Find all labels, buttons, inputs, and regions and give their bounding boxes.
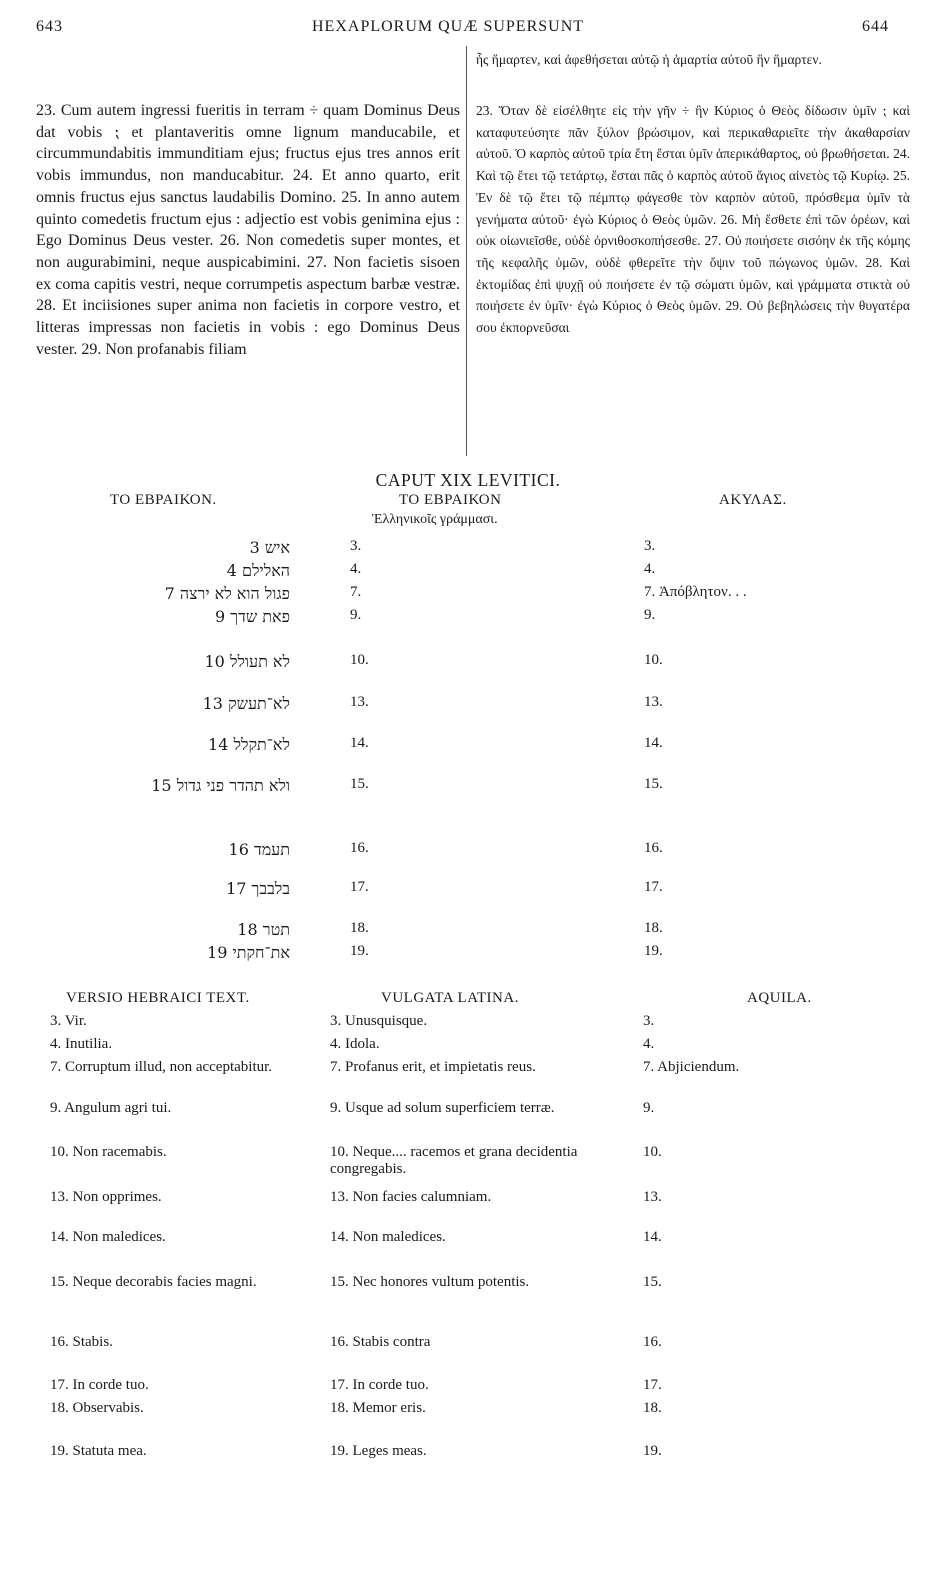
hebrew-word: לא־תקלל — [233, 735, 290, 754]
hebrew-word: ולא תהדר פני גדול — [176, 776, 290, 795]
aquila-cell: 7. Abjiciendum. — [643, 1059, 740, 1075]
greek-entry: 7. — [350, 584, 362, 600]
aquila-cell: 17. — [643, 1377, 662, 1393]
greek-entry: 10. — [350, 652, 369, 668]
greek-continuation: ἧς ἥμαρτεν, καὶ ἀφεθήσεται αὐτῷ ἡ ἁμαρτία αὐτοῦ ἣν ἥμαρτεν. — [476, 52, 822, 67]
table-row — [0, 607, 936, 629]
hebrew-column-header: ΤΟ ΕΒΡΑΙΚΟΝ. — [110, 492, 217, 508]
versio-cell: 19. Statuta mea. — [50, 1443, 147, 1459]
aquila-entry: 17. — [644, 879, 663, 895]
versio-cell: 9. Angulum agri tui. — [50, 1100, 172, 1116]
section-title: CAPUT XIX LEVITICI. — [375, 470, 561, 490]
hebrew-word: האלילם — [242, 561, 290, 580]
verse-number: 7 — [164, 584, 175, 603]
aquila-entry: 3. — [644, 538, 656, 554]
hebrew-word: בלבבך — [251, 879, 290, 898]
versio-cell: 17. In corde tuo. — [50, 1377, 149, 1393]
vulgata-column-header: VULGATA LATINA. — [381, 990, 519, 1006]
aquila-cell: 14. — [643, 1229, 662, 1245]
vulgata-cell: 7. Profanus erit, et impietatis reus. — [330, 1059, 536, 1075]
verse-number: 16 — [228, 840, 249, 859]
versio-cell: 15. Neque decorabis facies magni. — [50, 1274, 257, 1290]
versio-cell: 13. Non opprimes. — [50, 1189, 162, 1205]
hebrew-word: לא־תעשק — [228, 694, 290, 713]
aquila-entry: 16. — [644, 840, 663, 856]
aquila-entry: 4. — [644, 561, 656, 577]
aquila-cell: 3. — [643, 1013, 655, 1029]
hebrew-word: את־חקתי — [232, 943, 290, 962]
versio-column-header: VERSIO HEBRAICI TEXT. — [66, 990, 250, 1006]
table-row — [0, 694, 936, 716]
table-row — [0, 652, 936, 674]
latin-paragraph: 23. Cum autem ingressi fueritis in terram ÷ quam Dominus Deus dat vobis ⁏ et plantaveritis omne lignum manducabile, et circummundabitis immunditiam ejus; fructus ejus tres annos erit vobis immundus, non manducabitur. 24. Et anno quarto, erit omnis fructus ejus sanctus laudabilis Domino. 25. In anno autem quinto comedetis fructum ejus : adjectio est vobis genimina ejus : Ego Dominus Deus vester. 26. Non comedetis super montes, et non augurabimini, neque auspicabimini. 27. Non facietis sisoen ex coma capitis vestri, neque corrumpetis aspectum barbæ vestræ. 28. Et inciisiones super anima non facietis in corpore vestro, et litteras impressas non facietis in vobis : ego Dominus Deus vester. 29. Non profanabis filiam — [36, 102, 460, 358]
vulgata-cell: 13. Non facies calumniam. — [330, 1189, 492, 1205]
verse-number: 13 — [202, 694, 223, 713]
vulgata-cell: 15. Nec honores vultum potentis. — [330, 1274, 530, 1290]
greek-entry: 16. — [350, 840, 369, 856]
verse-number: 19 — [207, 943, 228, 962]
page-number-right: 644 — [862, 18, 889, 35]
hebrew-word: איש — [264, 538, 290, 557]
greek-entry: 18. — [350, 920, 369, 936]
greek-entry: 13. — [350, 694, 369, 710]
aquila-entry: 15. — [644, 776, 663, 792]
hebrew-word: תעמד — [254, 840, 290, 859]
versio-cell: 16. Stabis. — [50, 1334, 113, 1350]
aquila-entry: 19. — [644, 943, 663, 959]
versio-cell: 10. Non racemabis. — [50, 1144, 167, 1160]
table-row — [0, 776, 936, 798]
table-row — [0, 920, 936, 942]
verse-number: 4 — [226, 561, 237, 580]
vulgata-cell: 17. In corde tuo. — [330, 1377, 429, 1393]
greek-entry: 15. — [350, 776, 369, 792]
aquila-cell: 18. — [643, 1400, 662, 1416]
versio-cell: 18. Observabis. — [50, 1400, 144, 1416]
aquila-entry: 7. Ἀπόβλητον. . . — [644, 584, 747, 600]
aquila-column-header: ΑΚΥΛΑΣ. — [719, 492, 787, 508]
table-row — [0, 561, 936, 583]
verse-number: 18 — [237, 920, 258, 939]
aquila-entry: 9. — [644, 607, 656, 623]
aquila-cell: 10. — [643, 1144, 662, 1160]
table-row — [0, 538, 936, 560]
vulgata-cell: 18. Memor eris. — [330, 1400, 426, 1416]
greek-paragraph: 23. Ὅταν δὲ εἰσέλθητε εἰς τὴν γῆν ÷ ἣν Κύριος ὁ Θεὸς δίδωσιν ὑμῖν ⁏ καὶ καταφυτεύσητε πᾶν ξύλον βρώσιμον, καὶ περικαθαριεῖτε τὴν ἀκαθαρσίαν αὐτοῦ. Ὁ καρπὸς αὐτοῦ τρία ἔτη ἔσται ὑμῖν ἀπερικάθαρτος, οὐ βρωθήσεται. 24. Καὶ τῷ ἔτει τῷ τετάρτῳ, ἔσται πᾶς ὁ καρπὸς αὐτοῦ ἅγιος αἰνετὸς τῷ Κυρίῳ. 25. Ἐν δὲ τῷ ἔτει τῷ πέμπτῳ φάγεσθε τὸν καρπὸν αὐτοῦ, πρόσθεμα ὑμῖν τὰ γενήματα αὐτοῦ· ἐγὼ Κύριος ὁ Θεὸς ὑμῶν. 26. Μὴ ἔσθετε ἐπὶ τῶν ὀρέων, καὶ οὐκ οἰωνιεῖσθε, οὐδὲ ὀρνιθοσκοπήσεσθε. 27. Οὐ ποιήσετε σισόην ἐκ τῆς κόμης τῆς κεφαλῆς ὑμῶν, οὐδὲ φθερεῖτε τὴν ὄψιν τοῦ πώγωνος ὑμῶν. 28. Καὶ ἐκτομίδας ἐπὶ ψυχῇ οὐ ποιήσετε ἐν τῷ σώματι ὑμῶν, καὶ γράμματα στικτὰ οὐ ποιήσετε ἐν ὑμῖν· ἐγὼ Κύριος ὁ Θεὸς ὑμῶν. 29. Οὐ βεβηλώσεις τὴν θυγατέρα σου ἐκπορνεῦσαι — [476, 103, 910, 336]
table-row — [0, 879, 936, 901]
aquila-cell: 16. — [643, 1334, 662, 1350]
transliteration-column-header: ΤΟ ΕΒΡΑΙΚΟΝ — [399, 492, 502, 508]
verse-number: 10 — [204, 652, 225, 671]
aquila-cell: 4. — [643, 1036, 655, 1052]
greek-entry: 19. — [350, 943, 369, 959]
vulgata-cell: 10. Neque.... racemos et grana decidentia congregabis. — [330, 1144, 578, 1177]
versio-cell: 4. Inutilia. — [50, 1036, 113, 1052]
vulgata-cell: 4. Idola. — [330, 1036, 380, 1052]
greek-entry: 4. — [350, 561, 362, 577]
vulgata-cell: 14. Non maledices. — [330, 1229, 446, 1245]
table-row — [0, 840, 936, 862]
aquila-cell: 19. — [643, 1443, 662, 1459]
aquila-entry: 14. — [644, 735, 663, 751]
vulgata-cell: 16. Stabis contra — [330, 1334, 431, 1350]
hebrew-word: תטר — [262, 920, 290, 939]
column-divider — [466, 46, 467, 456]
hebrew-word: פגול הוא לא ירצה — [179, 584, 290, 603]
running-title: HEXAPLORUM QUÆ SUPERSUNT — [312, 18, 585, 35]
transliteration-subheader: Ἑλληνικοῖς γράμμασι. — [372, 512, 498, 527]
verse-number: 15 — [151, 776, 172, 795]
aquila-cell: 13. — [643, 1189, 662, 1205]
versio-cell: 7. Corruptum illud, non acceptabitur. — [50, 1059, 273, 1075]
versio-cell: 3. Vir. — [50, 1013, 87, 1029]
aquila-cell: 9. — [643, 1100, 655, 1116]
versio-cell: 14. Non maledices. — [50, 1229, 166, 1245]
hebrew-word: פאת שדך — [230, 607, 290, 626]
verse-number: 3 — [249, 538, 260, 557]
aquila-cell: 15. — [643, 1274, 662, 1290]
vulgata-cell: 9. Usque ad solum superficiem terræ. — [330, 1100, 555, 1116]
aquila-entry: 18. — [644, 920, 663, 936]
vulgata-cell: 3. Unusquisque. — [330, 1013, 428, 1029]
greek-entry: 3. — [350, 538, 362, 554]
aquila-entry: 13. — [644, 694, 663, 710]
aquila-entry: 10. — [644, 652, 663, 668]
verse-number: 9 — [215, 607, 226, 626]
vulgata-cell: 19. Leges meas. — [330, 1443, 427, 1459]
hebrew-word: לא תעולל — [229, 652, 290, 671]
page-number-left: 643 — [36, 18, 63, 35]
table-row — [0, 735, 936, 757]
greek-entry: 17. — [350, 879, 369, 895]
aquila-latin-column-header: AQUILA. — [747, 990, 812, 1006]
table-row — [0, 584, 936, 606]
table-row — [0, 943, 936, 965]
verse-number: 17 — [226, 879, 247, 898]
verse-number: 14 — [208, 735, 229, 754]
greek-entry: 14. — [350, 735, 369, 751]
greek-entry: 9. — [350, 607, 362, 623]
